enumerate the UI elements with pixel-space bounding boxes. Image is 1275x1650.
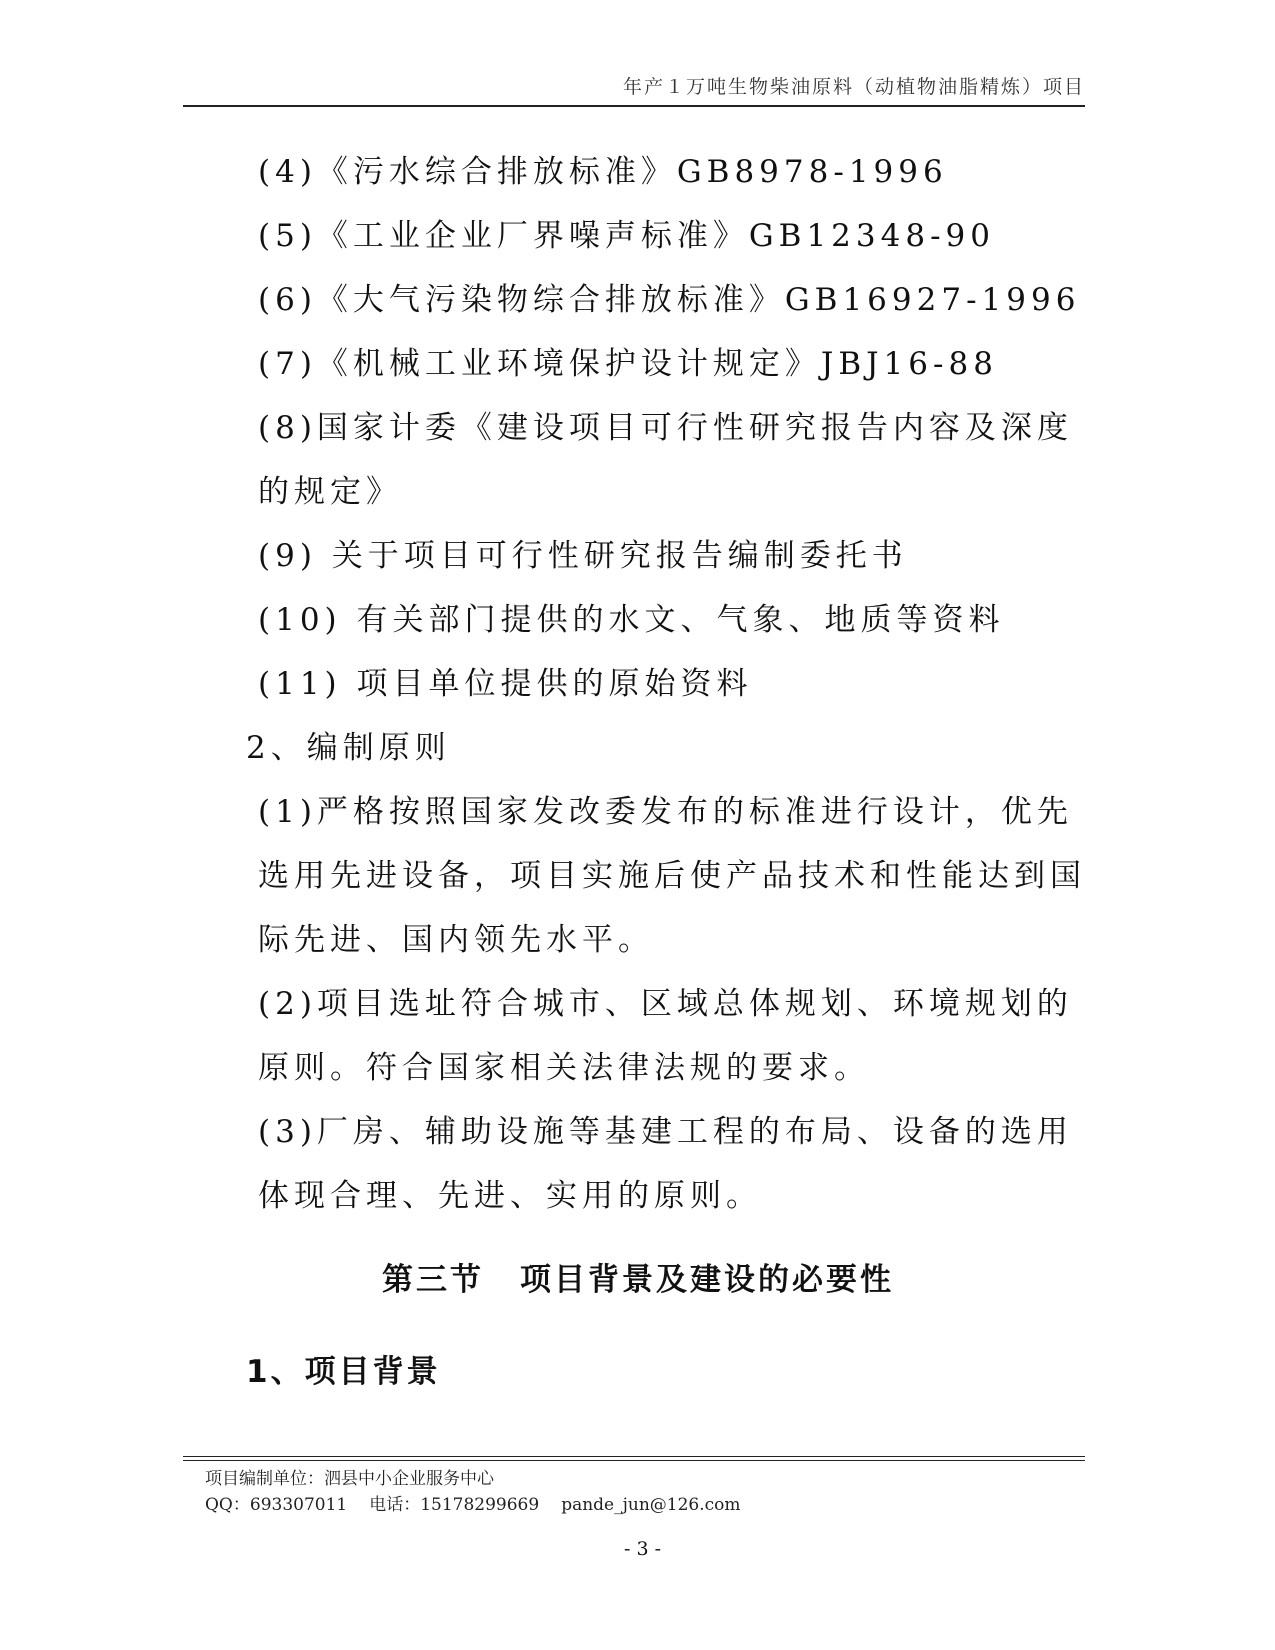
footer-contact: [205, 1490, 763, 1515]
basis-item-4: (4)《污水综合排放标准》GB8978-1996: [258, 154, 948, 190]
section-heading: [188, 1244, 1088, 1316]
principle-item-1: (1)严格按照国家发改委发布的标准进行设计，优先选用先进设备，项目实施后使产品技术和性能达到国际先进、国内领先水平。: [258, 794, 1086, 958]
footer-divider: [183, 1456, 1085, 1461]
basis-item-8: (8)国家计委《建设项目可行性研究报告内容及深度的规定》: [258, 410, 1073, 510]
footer-phone: 电话：15178299669: [369, 1495, 540, 1515]
section-number: 第三节: [382, 1262, 484, 1298]
basis-item-9: (9) 关于项目可行性研究报告编制委托书: [258, 538, 908, 574]
section-title: 项目背景及建设的必要性: [520, 1262, 894, 1298]
basis-item-6: (6)《大气污染物综合排放标准》GB16927-1996: [258, 282, 1081, 318]
principle-item-2: (2)项目选址符合城市、区域总体规划、环境规划的原则。符合国家相关法律法规的要求。: [258, 986, 1073, 1086]
page-body: [188, 140, 1088, 1404]
basis-item-7: (7)《机械工业环境保护设计规定》JBJ16-88: [258, 346, 998, 382]
basis-item-11: (11) 项目单位提供的原始资料: [258, 666, 753, 702]
basis-item-5: (5)《工业企业厂界噪声标准》GB12348-90: [258, 218, 995, 254]
page-number: - 3 -: [623, 1538, 661, 1560]
principles-heading: 2、编制原则: [246, 730, 451, 766]
header-divider: [183, 105, 1085, 107]
basis-item-10: (10) 有关部门提供的水文、气象、地质等资料: [258, 602, 1005, 638]
footer-org: 项目编制单位：泗县中小企业服务中心: [205, 1469, 494, 1489]
page-header-title: 年产１万吨生物柴油原料（动植物油脂精炼）项目: [622, 76, 1085, 98]
principle-item-3: (3)厂房、辅助设施等基建工程的布局、设备的选用体现合理、先进、实用的原则。: [258, 1114, 1073, 1214]
subsection-heading: 1、项目背景: [246, 1354, 441, 1390]
footer-qq: QQ：693307011: [205, 1495, 348, 1515]
footer-email: pande_jun@126.com: [561, 1495, 741, 1515]
